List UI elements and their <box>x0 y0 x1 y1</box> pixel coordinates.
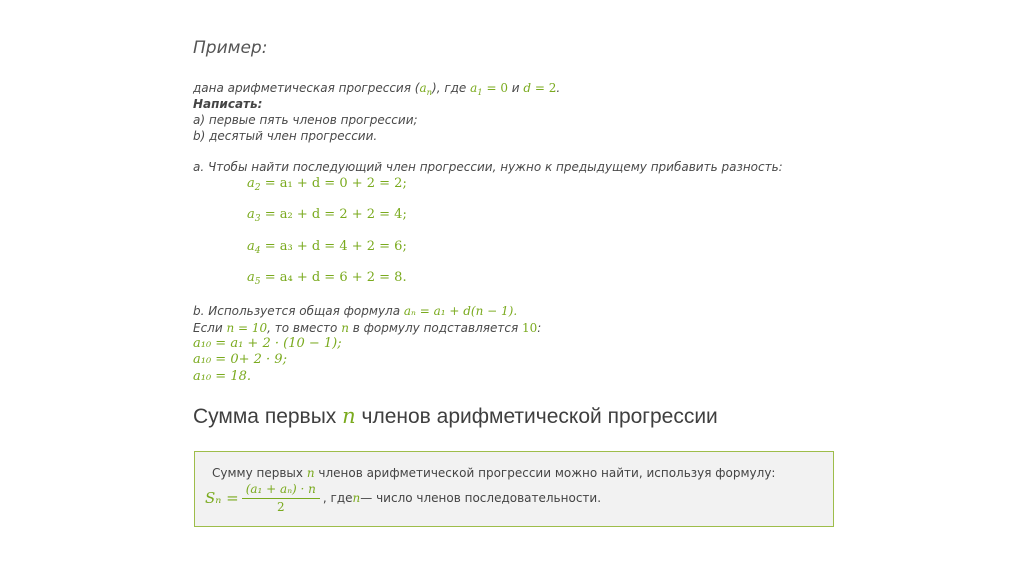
equation-a5: $a_5 = a_4 + d = 6 + 2 = 8$. <box>247 270 407 287</box>
equation-b3: a₁₀ = 18. <box>193 369 252 384</box>
box-suffix: членов арифметической прогрессии можно найти, используя формулу: <box>314 466 776 480</box>
equation-a4-text: = a₃ + d = 4 + 2 = 6; <box>260 239 407 254</box>
equation-a2-text: = a₁ + d = 0 + 2 = 2; <box>260 176 407 191</box>
equation-a2: $a_2 = a_1 + d = 0 + 2 = 2$; <box>247 176 407 193</box>
title-n-symbol: n <box>342 404 356 428</box>
equation-a3: $a_3 = a_2 + d = 2 + 2 = 4$; <box>247 207 407 224</box>
formula-tail-b: — число членов последовательности. <box>360 491 602 505</box>
given-and: и <box>507 81 524 95</box>
equation-a3-text: = a₂ + d = 2 + 2 = 4; <box>260 207 407 222</box>
a1-value: $a_1 = 0$ <box>470 81 508 97</box>
n10-mid: , то вместо <box>267 321 342 335</box>
part-a-explanation: a. Чтобы найти последующий член прогрессии, нужно к предыдущему прибавить разность: <box>193 160 783 174</box>
formula-fraction <box>242 482 320 514</box>
formula-lhs: Sₙ = <box>205 489 239 507</box>
fraction-denominator: 2 <box>276 500 285 514</box>
part-b-explanation <box>193 303 517 319</box>
equation-a4: $a_4 = a_3 + d = 4 + 2 = 6$; <box>247 239 407 256</box>
equation-b2: a₁₀ = 0+ 2 · 9; <box>193 352 287 367</box>
title-prefix: Сумма первых <box>193 405 343 428</box>
n10-substitution <box>193 320 541 336</box>
example-heading: Пример: <box>193 38 268 58</box>
formula-n-symbol: n <box>352 491 361 505</box>
fraction-numerator: (a₁ + aₙ) · n <box>242 482 320 499</box>
n10-prefix: Если <box>193 321 227 335</box>
equation-a5-text: = a₄ + d = 6 + 2 = 8. <box>260 270 407 285</box>
formula-box <box>194 451 834 527</box>
general-formula: aₙ = a₁ + d(n − 1). <box>403 304 518 318</box>
given-prefix: дана арифметическая прогрессия ( <box>193 81 420 95</box>
formula-intro <box>212 466 775 480</box>
formula-tail-a: , где <box>322 491 353 505</box>
given-end: . <box>556 81 561 95</box>
equation-b1: a₁₀ = a₁ + 2 · (10 − 1); <box>193 336 342 351</box>
n-symbol: n <box>341 321 349 335</box>
sum-formula <box>205 482 601 514</box>
n10-equation: n = 10 <box>226 321 268 335</box>
n10-value: 10 <box>521 321 538 335</box>
n10-colon: : <box>537 321 542 335</box>
box-prefix: Сумму первых <box>212 466 307 480</box>
given-mid: ), где <box>432 81 471 95</box>
task-title: Написать: <box>193 97 263 111</box>
title-suffix: членов арифметической прогрессии <box>355 405 718 428</box>
part-b-prefix: b. Используется общая формула <box>193 304 404 318</box>
d-value: d = 2 <box>523 81 557 95</box>
task-item-a: a) первые пять членов прогрессии; <box>193 113 418 127</box>
n10-tail: в формулу подставляется <box>348 321 522 335</box>
sequence-symbol: $a_n$ <box>419 81 433 97</box>
task-item-b: b) десятый член прогрессии. <box>193 129 378 143</box>
section-title <box>193 404 718 429</box>
box-n-symbol: n <box>306 466 315 480</box>
